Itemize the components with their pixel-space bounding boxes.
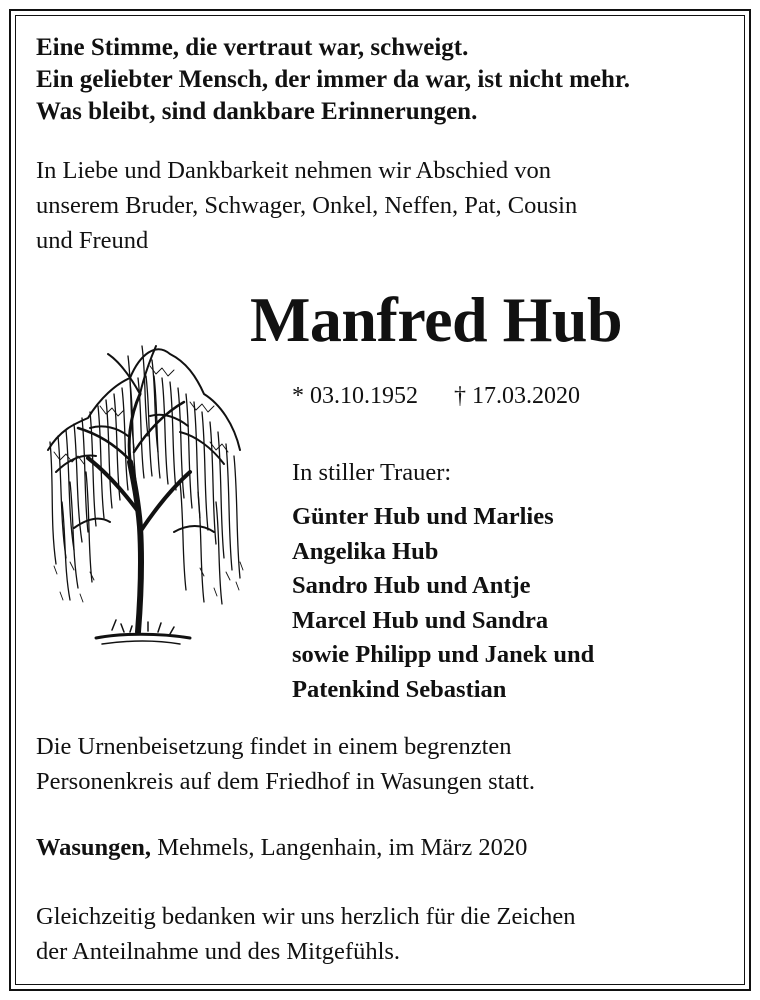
mourners-list	[292, 500, 594, 707]
mourner-line: Angelika Hub	[292, 537, 439, 565]
place-town: Wasungen,	[36, 834, 152, 861]
motto-line: Was bleibt, sind dankbare Erinnerungen.	[36, 98, 478, 125]
mourner-line: Patenkind Sebastian	[292, 675, 507, 703]
death-date: † 17.03.2020	[454, 383, 580, 409]
farewell-intro	[36, 153, 577, 258]
burial-notice	[36, 729, 535, 799]
mourner-line: Marcel Hub und Sandra	[292, 606, 549, 634]
mourner-line: sowie Philipp und Janek und	[292, 641, 595, 668]
mourner-line: Günter Hub und Marlies	[292, 503, 554, 530]
deceased-name: Manfred Hub	[250, 284, 623, 355]
place-and-date	[36, 832, 527, 864]
birth-date: * 03.10.1952	[292, 383, 418, 409]
place-rest: Mehmels, Langenhain, im März 2020	[151, 834, 528, 861]
motto-line: Ein geliebter Mensch, der immer da war, ist nicht mehr.	[36, 66, 630, 93]
weeping-willow-tree-icon	[30, 332, 250, 652]
thanks-line: der Anteilnahme und des Mitgefühls.	[36, 938, 401, 965]
burial-line: Die Urnenbeisetzung findet in einem begrenzten	[36, 733, 512, 760]
intro-line: und Freund	[36, 227, 149, 254]
life-dates	[292, 380, 580, 412]
thanks-note	[36, 899, 575, 969]
motto-line: Eine Stimme, die vertraut war, schweigt.	[36, 34, 469, 61]
mourner-line: Sandro Hub und Antje	[292, 572, 531, 599]
mourning-label: In stiller Trauer:	[292, 459, 452, 486]
thanks-line: Gleichzeitig bedanken wir uns herzlich für die Zeichen	[36, 903, 576, 930]
intro-line: unserem Bruder, Schwager, Onkel, Neffen, Pat, Cousin	[36, 192, 578, 219]
burial-line: Personenkreis auf dem Friedhof in Wasungen statt.	[36, 768, 536, 795]
intro-line: In Liebe und Dankbarkeit nehmen wir Abschied von	[36, 157, 552, 184]
motto-verse	[36, 32, 630, 128]
